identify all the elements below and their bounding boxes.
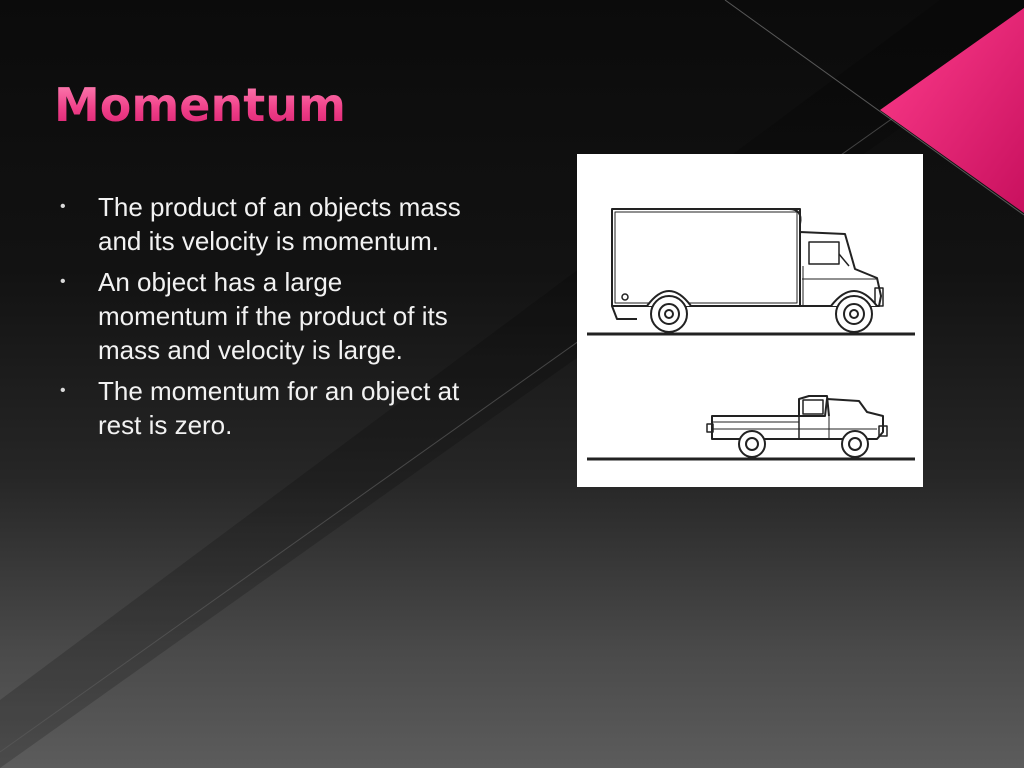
bullet-text: An object has a large momentum if the product of its mass and velocity is large. (98, 267, 448, 365)
box-truck (612, 209, 883, 332)
pickup-truck (707, 396, 887, 457)
slide-title: Momentum (54, 78, 346, 132)
trucks-illustration (577, 154, 923, 487)
bullet-item (60, 265, 470, 367)
bullet-marker: • (60, 382, 66, 399)
bullet-marker: • (60, 273, 66, 290)
bullet-marker: • (60, 198, 66, 215)
bullet-text: The momentum for an object at rest is zero. (98, 376, 460, 440)
bullet-item (60, 374, 470, 442)
bullet-text: The product of an objects mass and its velocity is momentum. (98, 192, 461, 256)
trucks-drawing (577, 154, 923, 487)
bullet-list (60, 190, 470, 449)
bullet-item (60, 190, 470, 258)
